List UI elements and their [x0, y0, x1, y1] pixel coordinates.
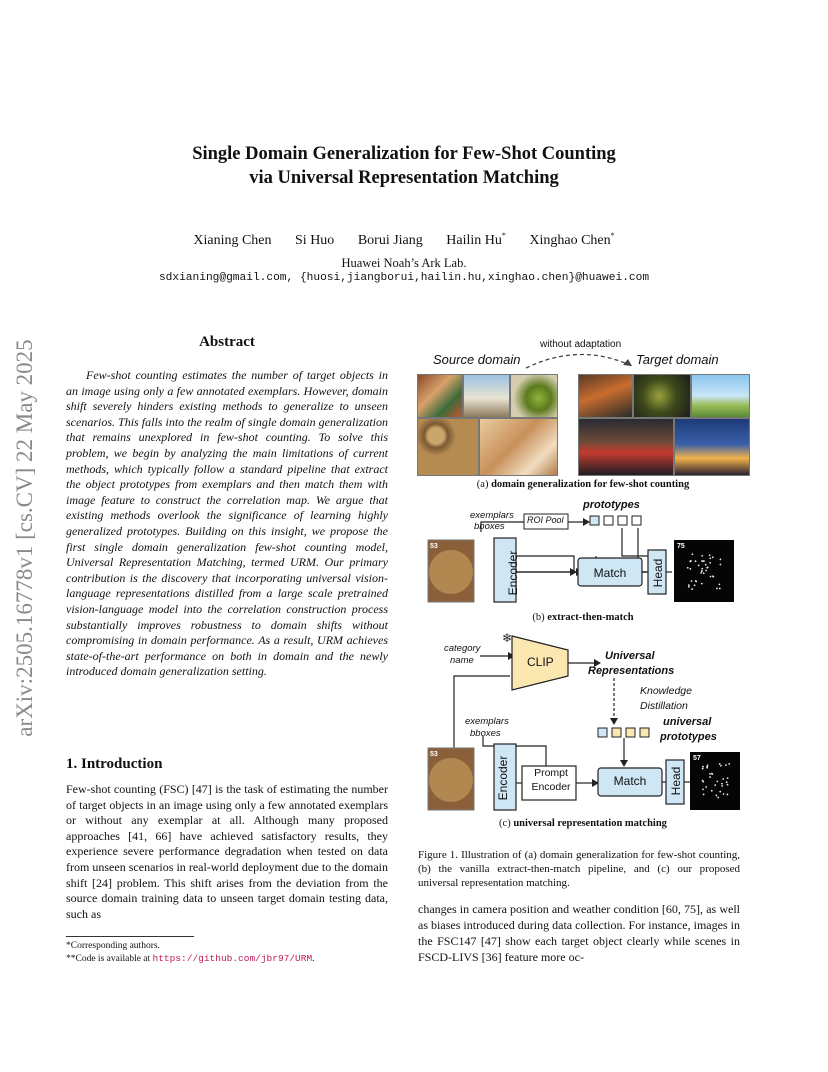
density-dot — [707, 566, 709, 568]
density-dot — [689, 568, 691, 570]
fig-a-source-label: Source domain — [433, 352, 521, 367]
fig-b-encoder: Encoder — [506, 550, 520, 596]
title-line-2: via Universal Representation Matching — [249, 168, 559, 188]
fig-c-universal: Universal — [605, 650, 655, 662]
density-dot — [688, 586, 690, 588]
source-image-3 — [510, 374, 558, 418]
footnote-1: *Corresponding authors. — [66, 941, 160, 951]
density-dot — [698, 565, 700, 567]
title-line-1: Single Domain Generalization for Few-Shot Counting — [192, 144, 616, 164]
fig-c-exemplars: exemplars — [465, 716, 509, 727]
density-dot — [702, 766, 704, 768]
density-dot — [703, 794, 705, 796]
density-dot — [705, 570, 707, 572]
fig-b-bboxes: bboxes — [474, 521, 505, 532]
density-dot — [712, 556, 714, 558]
density-dot — [719, 791, 721, 793]
density-dot — [720, 765, 722, 767]
intro-heading: 1. Introduction — [66, 756, 163, 772]
fig-c-match: Match — [613, 774, 647, 788]
target-image-3 — [691, 374, 750, 418]
density-dot — [691, 580, 693, 582]
svg-text:❄: ❄ — [502, 631, 513, 645]
density-dot — [719, 763, 721, 765]
fig-a-caption-prefix: (a) — [476, 479, 492, 490]
density-dot — [702, 788, 704, 790]
density-dot — [709, 557, 711, 559]
fig-c-category: category — [444, 643, 481, 654]
density-dot — [717, 797, 719, 799]
fig-c-representations: Representations — [588, 665, 675, 677]
fig-b-caption-text: extract-then-match — [547, 612, 634, 623]
density-dot — [701, 555, 703, 557]
fig-b-head: Head — [651, 558, 665, 588]
author-5-name: Xinghao Chen — [529, 233, 611, 248]
density-dot — [723, 793, 725, 795]
density-dot — [720, 559, 722, 561]
fig-c-caption-prefix: (c) — [499, 818, 514, 829]
footnote-2: **Code is available at https://github.com/jbr97/URM. — [66, 953, 315, 964]
fig-b-caption-prefix: (b) — [532, 612, 548, 623]
author-emails: sdxianing@gmail.com, {huosi,jiangborui,hailin.hu,xinghao.chen}@huawei.com — [158, 272, 650, 284]
density-dot — [691, 588, 693, 590]
density-dot — [703, 572, 705, 574]
target-image-4 — [578, 418, 674, 476]
density-dot — [725, 764, 727, 766]
intro-text: Few-shot counting (FSC) [47] is the task of estimating the number of target objects in an image using only a few annotated exemplars or without any exemplar at all. Although many proposed approaches [41, 66] have achieved satisfactory results, they experience severe performance degradation when tested on data from unseen scenarios in real-world deployment due to the domain shift [24] problem. This shift arises from the deviation from the source domain training data to unseen target domain testing data, such as — [66, 782, 388, 921]
arxiv-stamp: arXiv:2505.16778v1 [cs.CV] 22 May 2025 — [12, 339, 37, 737]
fig-b-match: Match — [593, 566, 627, 580]
fig-b-diagram — [418, 496, 748, 608]
fig-a-arrow-label: without adaptation — [540, 339, 622, 350]
fig-c-caption — [418, 818, 748, 829]
fig-a-curved-arrow — [520, 348, 640, 372]
fig-c-bboxes: bboxes — [470, 728, 501, 739]
figure-caption: Figure 1. Illustration of (a) domain generalization for few-shot counting, (b) the vanilla extract-then-match pipeline, and (c) our proposed universal representation matching. — [418, 849, 740, 889]
density-dot — [687, 567, 689, 569]
density-dot — [719, 564, 721, 566]
density-dot — [718, 584, 720, 586]
density-dot — [727, 784, 729, 786]
paper-title — [0, 142, 808, 190]
density-dot — [700, 572, 702, 574]
density-dot — [721, 785, 723, 787]
density-dot — [727, 777, 729, 779]
density-dot — [728, 763, 730, 765]
fig-c-distillation: Distillation — [640, 700, 688, 712]
author-4-mark: * — [501, 231, 506, 240]
density-dot — [705, 786, 707, 788]
density-dot — [716, 588, 718, 590]
author-2: Si Huo — [295, 233, 335, 248]
density-dot — [711, 790, 713, 792]
density-dot — [727, 794, 729, 796]
fig-c-prompt-encoder: Encoder — [531, 781, 571, 793]
target-image-5 — [674, 418, 750, 476]
code-link[interactable]: https://github.com/jbr97/URM — [152, 953, 313, 964]
intro-body — [66, 782, 388, 922]
density-dot — [701, 568, 703, 570]
fig-c-prototypes: prototypes — [660, 731, 717, 743]
density-dot — [722, 778, 724, 780]
source-image-4 — [417, 418, 479, 476]
density-dot — [726, 781, 728, 783]
fig-b-exemplars: exemplars — [470, 510, 514, 521]
abstract-body — [66, 368, 388, 680]
abstract-text: Few-shot counting estimates the number of target objects in an image using only a few annotated exemplars. However, domain shift severely hinders existing methods to generalize to unseen scenarios. This falls into the realm of single domain generalization that remains unexplored in few-shot counting. To solve this problem, we begin by analyzing the main limitations of current methods, which typically follow a standard pipeline that extract the object prototypes from exemplars and then match them with image feature to construct the correlation map. We argue that existing methods overlook the significance of learning highly generalized prototypes. Building on this insight, we propose the first single domain generalization few-shot counting model, Universal Representation Matching, termed URM. Our primary contribution is the discovery that incorporating universal vision-language representations distilled from a large scale pretrained vision-language model into the correlation construction process substantially improves robustness to domain shifts without compromising in domain performance. As a result, URM achieves state-of-the-art performance on both in domain and the newly introduced domain generalization setting. — [66, 368, 388, 679]
author-3: Borui Jiang — [357, 233, 423, 248]
density-dot — [702, 781, 704, 783]
density-dot — [721, 783, 723, 785]
fig-c-head: Head — [669, 766, 683, 796]
source-image-1 — [417, 374, 463, 418]
source-image-2 — [463, 374, 510, 418]
density-dot — [702, 768, 704, 770]
density-dot — [710, 576, 712, 578]
target-image-1 — [578, 374, 633, 418]
fig-b-roi-label: ROI Pool — [527, 515, 564, 525]
density-dot — [716, 780, 718, 782]
density-dot — [705, 564, 707, 566]
footnote-rule — [66, 936, 194, 937]
density-dot — [709, 773, 711, 775]
fig-c-output-count: 57 — [693, 755, 701, 762]
target-image-2 — [633, 374, 691, 418]
fig-b-output-count: 75 — [677, 543, 685, 550]
abstract-heading: Abstract — [199, 334, 255, 350]
fig-c-input-count: 53 — [430, 751, 438, 758]
density-dot — [715, 795, 717, 797]
density-dot — [719, 588, 721, 590]
right-column-text: changes in camera position and weather condition [60, 75], as well as biases introduced during data collection. For instance, images in the FSC147 [47] show each target object clearly while scenes in FSCD-LIVS [36] feature more oc- — [418, 902, 740, 964]
author-5-mark: * — [610, 231, 615, 240]
source-image-5 — [479, 418, 558, 476]
density-dot — [712, 575, 714, 577]
density-dot — [701, 570, 703, 572]
author-4 — [446, 233, 506, 248]
density-dot — [690, 560, 692, 562]
density-dot — [709, 562, 711, 564]
fig-c-prompt: Prompt — [534, 767, 568, 779]
fig-c-encoder: Encoder — [496, 755, 510, 801]
density-dot — [711, 773, 713, 775]
fig-c-universal-lc: universal — [663, 716, 712, 728]
density-dot — [695, 560, 697, 562]
density-dot — [694, 584, 696, 586]
density-dot — [688, 584, 690, 586]
density-dot — [714, 784, 716, 786]
fig-a-target-label: Target domain — [636, 352, 719, 367]
fig-c-name: name — [450, 655, 474, 666]
density-dot — [709, 776, 711, 778]
fig-b-prototypes: prototypes — [583, 499, 640, 511]
fig-c-knowledge: Knowledge — [640, 685, 692, 697]
author-list — [0, 233, 808, 249]
affiliation: Huawei Noah’s Ark Lab. — [341, 256, 467, 270]
fig-b-caption — [418, 612, 748, 623]
author-4-name: Hailin Hu — [446, 233, 502, 248]
author-1: Xianing Chen — [193, 233, 272, 248]
footnote-2-prefix: **Code is available at — [66, 954, 153, 964]
fig-b-input-count: 53 — [430, 543, 438, 550]
density-dot — [691, 553, 693, 555]
density-dot — [709, 554, 711, 556]
fig-c-clip-label: CLIP — [527, 655, 554, 669]
author-5 — [529, 233, 614, 248]
fig-c-caption-text: universal representation matching — [513, 818, 667, 829]
fig-a-caption — [418, 479, 748, 490]
fig-a-caption-text: domain generalization for few-shot counting — [491, 479, 690, 490]
density-dot — [695, 580, 697, 582]
density-dot — [702, 560, 704, 562]
density-dot — [701, 583, 703, 585]
density-dot — [706, 767, 708, 769]
